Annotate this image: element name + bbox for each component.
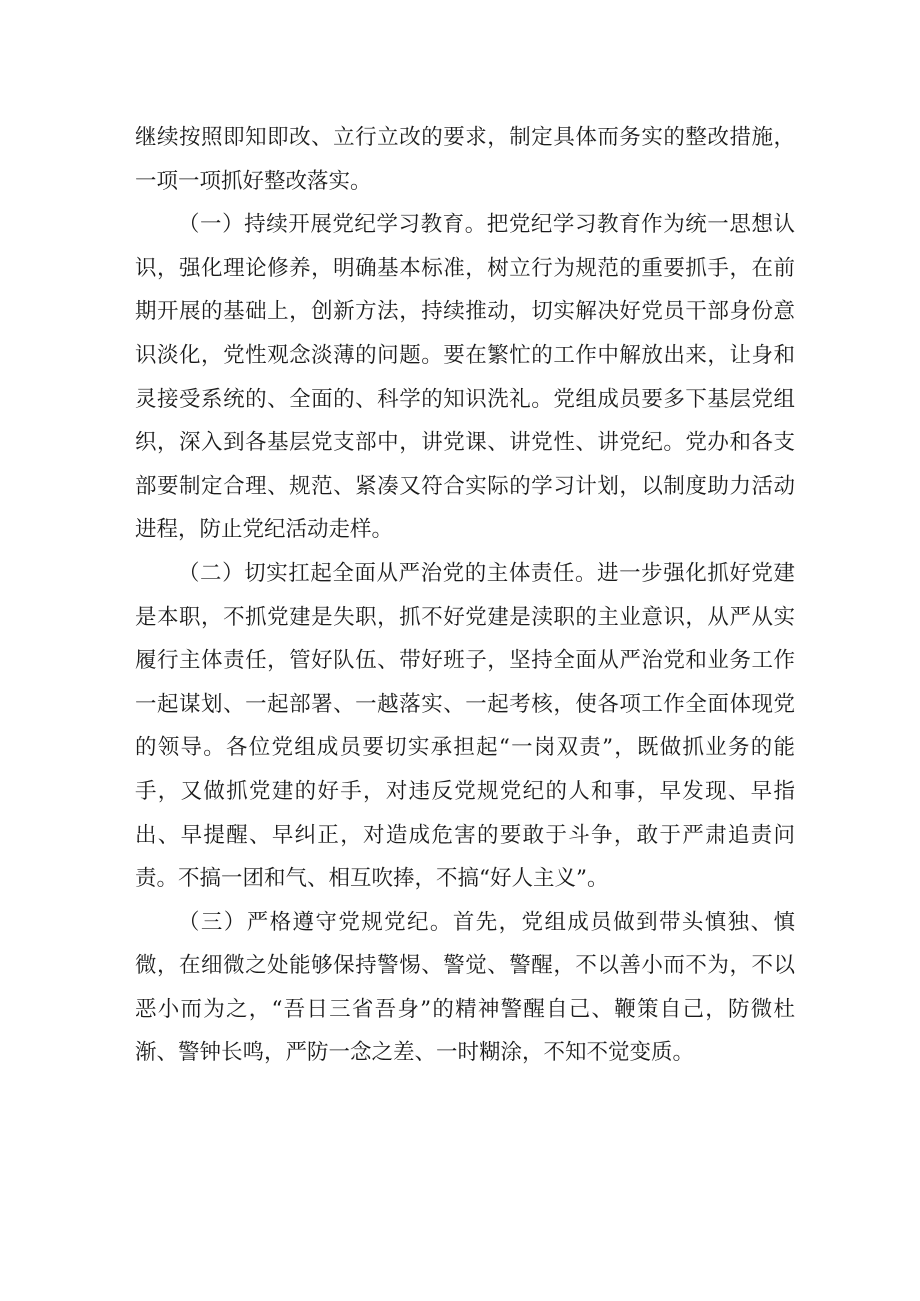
section-heading-3: （三）严格遵守党规党纪。 xyxy=(178,909,453,935)
document-body xyxy=(135,116,795,1075)
paragraph-section-2 xyxy=(135,552,795,901)
paragraph-text: 把党纪学习教育作为统一思想认识，强化理论修养，明确基本标准，树立行为规范的重要抓手，在前期开展的基础上，创新方法，持续推动，切实解决好党员干部身份意识淡化，党性观念淡薄的问题。要在繁忙的工作中解放出来，让身和灵接受系统的、全面的、科学的知识洗礼。党组成员要多下基层党组织，深入到各基层党支部中，讲党课、讲党性、讲党纪。党办和各支部要制定合理、规范、紧凑又符合实际的学习计划，以制度助力活动进程，防止党纪活动走样。 xyxy=(135,212,795,543)
section-heading-1: （一）持续开展党纪学习教育。 xyxy=(178,212,487,238)
paragraph-section-1 xyxy=(135,203,795,552)
paragraph-continuation xyxy=(135,116,795,203)
paragraph-text: 进一步强化抓好党建是本职，不抓党建是失职，抓不好党建是渎职的主业意识，从严从实履行主体责任，管好队伍、带好班子，坚持全面从严治党和业务工作一起谋划、一起部署、一越落实、一起考核，使各项工作全面体现党的领导。各位党组成员要切实承担起“一岗双责”，既做抓业务的能手，又做抓党建的好手，对违反党规党纪的人和事，早发现、早指出、早提醒、早纠正，对造成危害的要敢于斗争，敢于严肃追责问责。不搞一团和气、相互吹捧，不搞“好人主义”。 xyxy=(135,560,795,892)
section-heading-2: （二）切实扛起全面从严治党的主体责任。 xyxy=(178,560,598,586)
paragraph-text: 继续按照即知即改、立行立改的要求，制定具体而务实的整改措施，一项一项抓好整改落实。 xyxy=(135,125,795,194)
paragraph-text: 首先，党组成员做到带头慎独、慎微，在细微之处能够保持警惕、警觉、警醒，不以善小而不为，不以恶小而为之，“吾日三省吾身”的精神警醒自己、鞭策自己，防微杜渐、警钟长鸣，严防一念之差、一时糊涂，不知不觉变质。 xyxy=(135,909,795,1066)
paragraph-section-3 xyxy=(135,901,795,1075)
